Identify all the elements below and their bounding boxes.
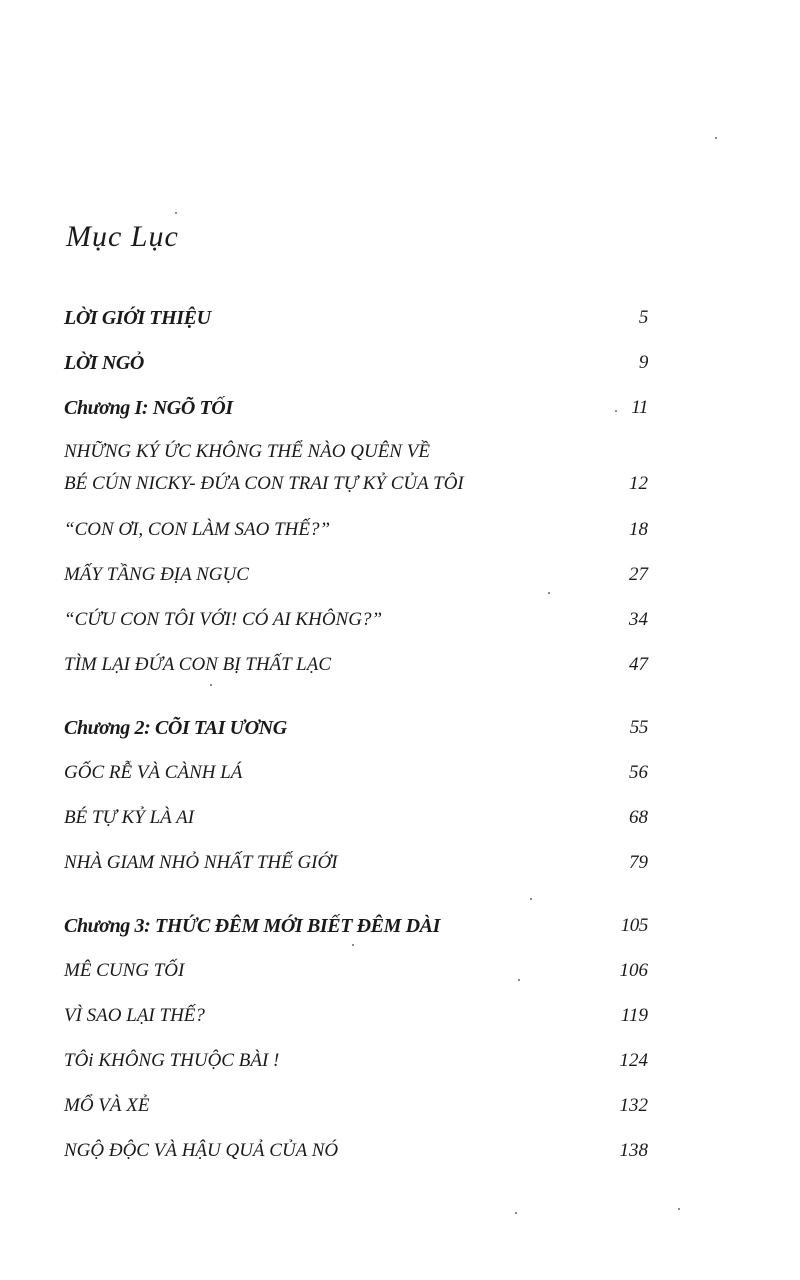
toc-entry-page: 12 [629,473,648,494]
toc-entry[interactable] [64,650,648,680]
toc-entry-page: 18 [629,519,648,540]
toc-entry-label: Chương 3: THỨC ĐÊM MỚI BIẾT ĐÊM DÀI [64,914,440,937]
scan-speck [515,1212,517,1214]
toc-entry-label: LỜI NGỎ [64,351,144,374]
toc-entry-page: 124 [619,1050,648,1071]
toc-entry-page: 55 [629,717,648,738]
toc-entry-page: 79 [629,852,648,873]
scan-speck [518,979,520,981]
scan-speck [210,684,212,686]
scan-speck [615,410,617,412]
toc-entry-label: MỔ VÀ XẺ [64,1095,150,1116]
toc-entry[interactable] [64,758,648,788]
toc-chapter-2[interactable] [64,713,648,743]
scan-speck [352,944,354,946]
toc-entry-page: 9 [638,352,648,373]
toc-entry-label: BÉ TỰ KỶ LÀ AI [64,807,195,828]
toc-entry-label: NGỘ ĐỘC VÀ HẬU QUẢ CỦA NÓ [64,1140,339,1161]
toc-entry-page: 132 [619,1095,648,1116]
toc-entry-label: TÌM LẠI ĐỨA CON BỊ THẤT LẠC [64,654,331,675]
toc-entry-label: NHÀ GIAM NHỎ NHẤT THẾ GIỚI [64,852,338,873]
toc-entry[interactable] [64,515,648,545]
scan-speck [548,592,550,594]
scan-speck [678,1208,680,1210]
toc-entry-page: 5 [638,307,648,328]
toc-entry-page: 27 [629,564,648,585]
toc-entry-label: GỐC RỄ VÀ CÀNH LÁ [64,762,243,783]
scan-speck [530,898,532,900]
toc-entry-multiline[interactable] [64,436,648,500]
toc-chapter-1[interactable] [64,393,648,423]
toc-entry[interactable] [64,848,648,878]
toc-entry-page: 11 [631,397,648,418]
toc-entry-page: 47 [629,654,648,675]
toc-entry-page: 106 [619,960,648,981]
toc-entry-label: TÔi KHÔNG THUỘC BÀI ! [64,1050,280,1071]
toc-entry-loi-ngo[interactable] [64,348,648,378]
toc-chapter-3[interactable] [64,911,648,941]
toc-entry-page: 105 [620,915,648,936]
toc-entry[interactable] [64,1001,648,1031]
toc-entry[interactable] [64,1091,648,1121]
toc-entry[interactable] [64,560,648,590]
toc-entry-label: MẤY TẦNG ĐỊA NGỤC [64,564,249,585]
toc-entry-page: 68 [629,807,648,828]
scan-speck [715,137,717,139]
toc-entry-label-line1: NHỮNG KÝ ỨC KHÔNG THỂ NÀO QUÊN VỀ [64,441,430,462]
toc-entry-page: 56 [629,762,648,783]
toc-entry-label: Chương I: NGÕ TỐI [64,396,233,419]
toc-entry-label: VÌ SAO LẠI THẾ? [64,1005,205,1026]
scan-speck [175,212,177,214]
toc-entry-label: LỜI GIỚI THIỆU [64,306,211,329]
toc-entry-loi-gioi-thieu[interactable] [64,303,648,333]
toc-entry-page: 119 [620,1005,648,1026]
toc-entry-label-line2: BÉ CÚN NICKY- ĐỨA CON TRAI TỰ KỶ CỦA TÔI [64,473,464,494]
toc-entry[interactable] [64,803,648,833]
toc-entry-label: Chương 2: CÕI TAI ƯƠNG [64,716,287,739]
toc-entry[interactable] [64,605,648,635]
page-title: Mục Lục [66,220,179,253]
toc-entry-label: MÊ CUNG TỐI [64,960,185,981]
toc-entry-label: “CON ƠI, CON LÀM SAO THẾ?” [64,519,331,540]
toc-entry[interactable] [64,956,648,986]
toc-entry-page: 34 [629,609,648,630]
toc-entry-label: “CỨU CON TÔI VỚI! CÓ AI KHÔNG?” [64,609,383,630]
toc-entry[interactable] [64,1046,648,1076]
toc-entry-page: 138 [619,1140,648,1161]
toc-entry[interactable] [64,1136,648,1166]
